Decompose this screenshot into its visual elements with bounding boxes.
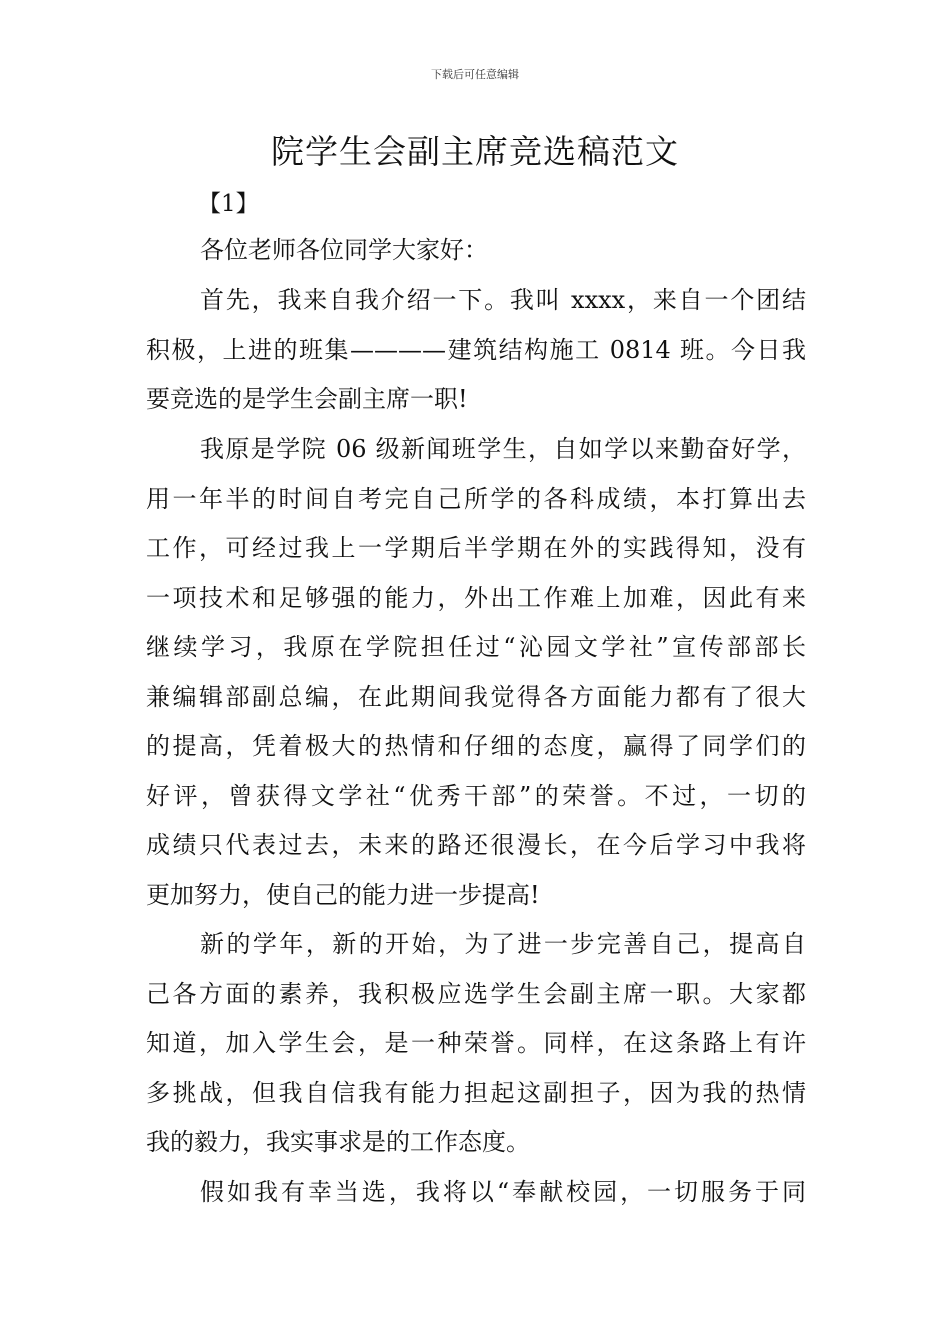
paragraph-4 — [146, 1168, 806, 1218]
greeting-text: 各位老师各位同学大家好： — [200, 236, 488, 264]
paragraph-line: 我原是学院 06 级新闻班学生，自如学以来勤奋好学， — [200, 435, 806, 463]
paragraph-line: 多挑战，但我自信我有能力担起这副担子，因为我的热情 — [146, 1078, 806, 1107]
paragraph-line: 首先，我来自我介绍一下。我叫 xxxx，来自一个团结 — [200, 286, 806, 314]
paragraph-line: 更加努力，使自己的能力进一步提高! — [146, 880, 540, 909]
paragraph-line: 的提高，凭着极大的热情和仔细的态度，赢得了同学们的 — [146, 732, 806, 760]
paragraph-line: 继续学习，我原在学院担任过“沁园文学社”宣传部部长 — [146, 633, 806, 661]
section-marker: 【1】 — [198, 191, 259, 217]
page-title: 院学生会副主席竞选稿范文 — [271, 132, 679, 171]
paragraph-line: 知道，加入学生会，是一种荣誉。同样，在这条路上有许 — [146, 1029, 806, 1057]
paragraph-line: 好评，曾获得文学社“优秀干部”的荣誉。不过，一切的 — [146, 781, 806, 810]
paragraph-line: 一项技术和足够强的能力，外出工作难上加难，因此有来 — [146, 583, 806, 612]
paragraph-line: 兼编辑部副总编，在此期间我觉得各方面能力都有了很大 — [146, 682, 806, 711]
paragraph-line: 用一年半的时间自考完自己所学的各科成绩，本打算出去 — [146, 484, 806, 513]
paragraph-line: 要竞选的是学生会副主席一职! — [146, 385, 468, 413]
paragraph-line: 己各方面的素养，我积极应选学生会副主席一职。大家都 — [146, 979, 806, 1008]
paragraph-line: 积极，上进的班集————建筑结构施工 0814 班。今日我 — [146, 335, 806, 364]
paragraph-2 — [146, 425, 806, 920]
paragraph-line: 我的毅力，我实事求是的工作态度。 — [146, 1128, 530, 1156]
header-note: 下载后可任意编辑 — [431, 68, 519, 81]
paragraph-line: 工作，可经过我上一学期后半学期在外的实践得知，没有 — [146, 534, 806, 562]
paragraph-line: 新的学年，新的开始，为了进一步完善自己，提高自 — [200, 930, 806, 958]
greeting-line — [146, 226, 806, 276]
paragraph-line: 成绩只代表过去，未来的路还很漫长，在今后学习中我将 — [146, 831, 806, 859]
paragraph-3 — [146, 920, 806, 1168]
paragraph-line: 假如我有幸当选，我将以“奉献校园，一切服务于同 — [200, 1178, 806, 1206]
paragraph-1 — [146, 276, 806, 425]
